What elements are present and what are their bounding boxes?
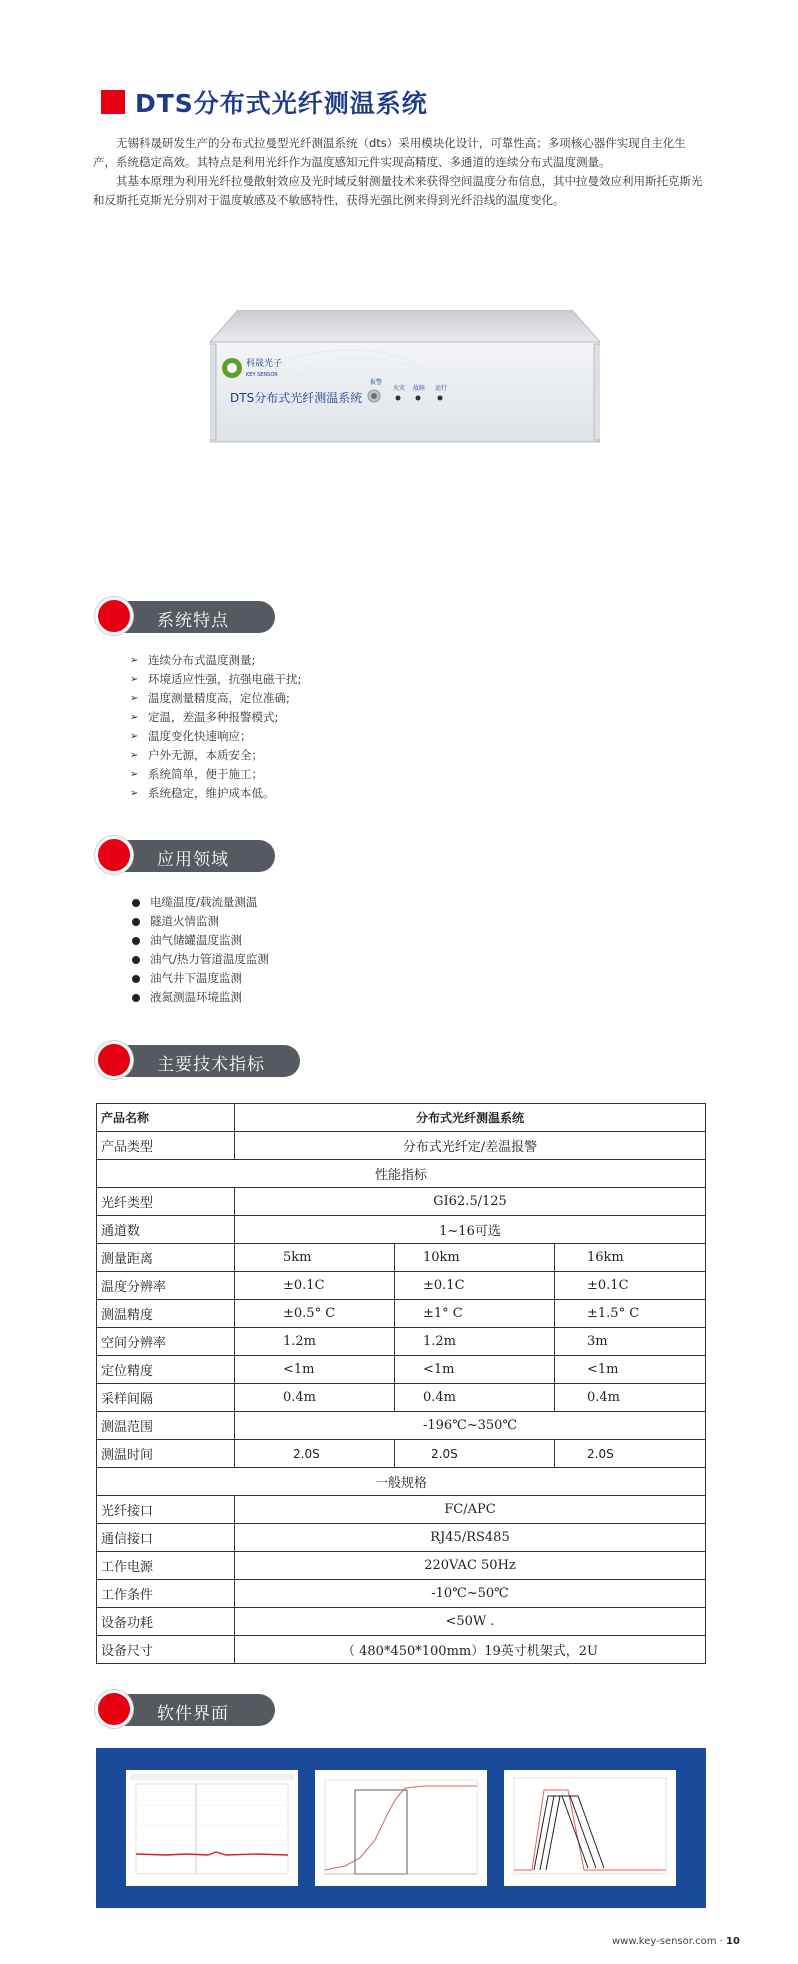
software-screenshots-panel [96,1748,706,1908]
dot-bullet-icon [132,956,140,964]
table-cell: <1m [235,1356,395,1384]
table-row [97,1384,706,1412]
table-cell: -196℃~350℃ [235,1412,706,1440]
table-cell: GI62.5/125 [235,1188,706,1216]
table-row [97,1132,706,1160]
table-row [97,1552,706,1580]
table-cell: 1~16可选 [235,1216,706,1244]
table-row [97,1160,706,1188]
table-cell: ±1° C [395,1300,555,1328]
list-item: ➢ 温度变化快速响应； [130,727,301,746]
intro-text [93,134,705,210]
table-cell: 通道数 [97,1216,235,1244]
table-row [97,1636,706,1664]
list-item: 油气井下温度监测 [130,969,269,988]
device-brand: 科晟光子 [246,359,283,369]
table-cell: 温度分辨率 [97,1272,235,1300]
table-cell: <1m [555,1356,706,1384]
table-cell: 0.4m [555,1384,706,1412]
arrow-bullet-icon: ➢ [130,750,139,761]
table-cell: 产品名称 [97,1104,235,1132]
dot-bullet-icon [132,975,140,983]
section-marker-icon [95,1690,133,1728]
device-label: DTS分布式光纤测温系统 [230,391,363,405]
table-cell: 光纤接口 [97,1496,235,1524]
table-cell: 通信接口 [97,1524,235,1552]
section-title-specs: 主要技术指标 [157,1055,265,1075]
table-row [97,1244,706,1272]
indicator-label-run: 运行 [435,385,448,392]
list-item: 油气/热力管道温度监测 [130,950,269,969]
list-item: 电缆温度/载流量测温 [130,893,269,912]
intro-paragraph-1: 无锡科晟研发生产的分布式拉曼型光纤测温系统（dts）采用模块化设计，可靠性高；多项核心器件实现自主化生产，系统稳定高效。其特点是利用光纤作为温度感知元件实现高精度、多通道的连续分布式温度测量。 [93,136,686,169]
list-item: ➢ 系统稳定，维护成本低。 [130,784,301,803]
table-row [97,1328,706,1356]
indicator-label-alarm: 报警 [370,379,383,386]
table-cell: 设备功耗 [97,1608,235,1636]
software-screenshot-2 [315,1770,487,1886]
table-cell: RJ45/RS485 [235,1524,706,1552]
features-list [130,651,301,803]
arrow-bullet-icon: ➢ [130,769,139,780]
table-cell: ±1.5° C [555,1300,706,1328]
list-item: ➢ 温度测量精度高，定位准确; [130,689,301,708]
table-row [97,1300,706,1328]
list-item: ➢ 定温，差温多种报警模式; [130,708,301,727]
table-cell: 分布式光纤测温系统 [235,1104,706,1132]
dot-bullet-icon [132,899,140,907]
table-cell: <1m [395,1356,555,1384]
table-cell: 设备尺寸 [97,1636,235,1664]
table-cell: 3m [555,1328,706,1356]
arrow-bullet-icon: ➢ [130,731,139,742]
page-footer [612,1936,740,1947]
arrow-bullet-icon: ➢ [130,788,139,799]
software-screenshot-3 [504,1770,676,1886]
table-cell: 5km [235,1244,395,1272]
table-cell: ±0.1C [555,1272,706,1300]
indicator-label-fire: 火灾 [393,385,406,392]
table-cell: 采样间隔 [97,1384,235,1412]
section-tab-features [95,597,275,635]
footer-url: www.key-sensor.com · [612,1936,723,1947]
table-cell: <50W . [235,1608,706,1636]
software-screenshot-1 [126,1770,298,1886]
table-row [97,1104,706,1132]
table-cell: 工作条件 [97,1580,235,1608]
section-title-features: 系统特点 [157,611,229,631]
indicator-led-fire [396,396,401,401]
table-cell: -10℃~50℃ [235,1580,706,1608]
table-cell: 定位精度 [97,1356,235,1384]
page-title [101,88,428,116]
list-item: ➢ 连续分布式温度测量; [130,651,301,670]
arrow-bullet-icon: ➢ [130,712,139,723]
table-row [97,1580,706,1608]
intro-paragraph-2: 其基本原理为利用光纤拉曼散射效应及光时域反射测量技术来获得空间温度分布信息，其中拉曼效应利用斯托克斯光和反斯托克斯光分别对于温度敏感及不敏感特性，获得光强比例来得到光纤沿线的温度变化。 [93,174,703,207]
table-cell: 0.4m [395,1384,555,1412]
table-cell: 分布式光纤定/差温报警 [235,1132,706,1160]
table-cell: 220VAC 50Hz [235,1552,706,1580]
table-row [97,1608,706,1636]
device-brand-sub: KEY SENSOR [246,372,278,378]
indicator-led-fault [416,396,421,401]
section-marker-icon [95,1041,133,1079]
table-row [97,1356,706,1384]
table-cell: 工作电源 [97,1552,235,1580]
arrow-bullet-icon: ➢ [130,693,139,704]
section-tab-specs [95,1041,275,1079]
section-tab-applications [95,836,275,874]
table-cell: 测温精度 [97,1300,235,1328]
list-item: ➢ 系统简单，便于施工； [130,765,301,784]
table-row [97,1524,706,1552]
table-cell: 测量距离 [97,1244,235,1272]
table-section-header: 性能指标 [97,1160,706,1188]
table-cell: 10km [395,1244,555,1272]
table-cell: 1.2m [395,1328,555,1356]
section-tab-software [95,1690,275,1728]
table-cell: 16km [555,1244,706,1272]
table-cell: ±0.1C [235,1272,395,1300]
page-number: 10 [726,1936,740,1947]
table-cell: 2.0S [395,1440,555,1468]
table-cell: 空间分辨率 [97,1328,235,1356]
table-cell: ±0.5° C [235,1300,395,1328]
arrow-bullet-icon: ➢ [130,674,139,685]
table-cell: FC/APC [235,1496,706,1524]
dot-bullet-icon [132,937,140,945]
table-cell: ±0.1C [395,1272,555,1300]
table-cell: 测温时间 [97,1440,235,1468]
spec-table [96,1103,706,1664]
table-section-header: 一般规格 [97,1468,706,1496]
table-row [97,1468,706,1496]
section-title-applications: 应用领域 [157,850,229,870]
table-cell: 测温范围 [97,1412,235,1440]
dts-device-image [210,310,600,480]
list-item: 隧道火情监测 [130,912,269,931]
table-cell: 0.4m [235,1384,395,1412]
table-row [97,1412,706,1440]
list-item: ➢ 环境适应性强，抗强电磁干扰; [130,670,301,689]
table-row [97,1188,706,1216]
table-cell: 2.0S [555,1440,706,1468]
arrow-bullet-icon: ➢ [130,655,139,666]
dot-bullet-icon [132,994,140,1002]
table-row [97,1216,706,1244]
indicator-label-fault: 故障 [413,385,426,392]
table-cell: 光纤类型 [97,1188,235,1216]
list-item: ➢ 户外无源，本质安全； [130,746,301,765]
section-title-software: 软件界面 [157,1704,229,1724]
list-item: 液氮测温环境监测 [130,988,269,1007]
table-cell: 2.0S [235,1440,395,1468]
list-item: 油气储罐温度监测 [130,931,269,950]
table-cell: 1.2m [235,1328,395,1356]
table-row [97,1496,706,1524]
page-title-text: DTS分布式光纤测温系统 [135,89,428,118]
table-cell: 产品类型 [97,1132,235,1160]
indicator-led-run [438,396,443,401]
section-marker-icon [95,836,133,874]
applications-list [130,893,269,1007]
table-row [97,1440,706,1468]
table-cell: （ 480*450*100mm）19英寸机架式，2U [235,1636,706,1664]
table-row [97,1272,706,1300]
dot-bullet-icon [132,918,140,926]
section-marker-icon [95,597,133,635]
title-marker [101,90,125,114]
